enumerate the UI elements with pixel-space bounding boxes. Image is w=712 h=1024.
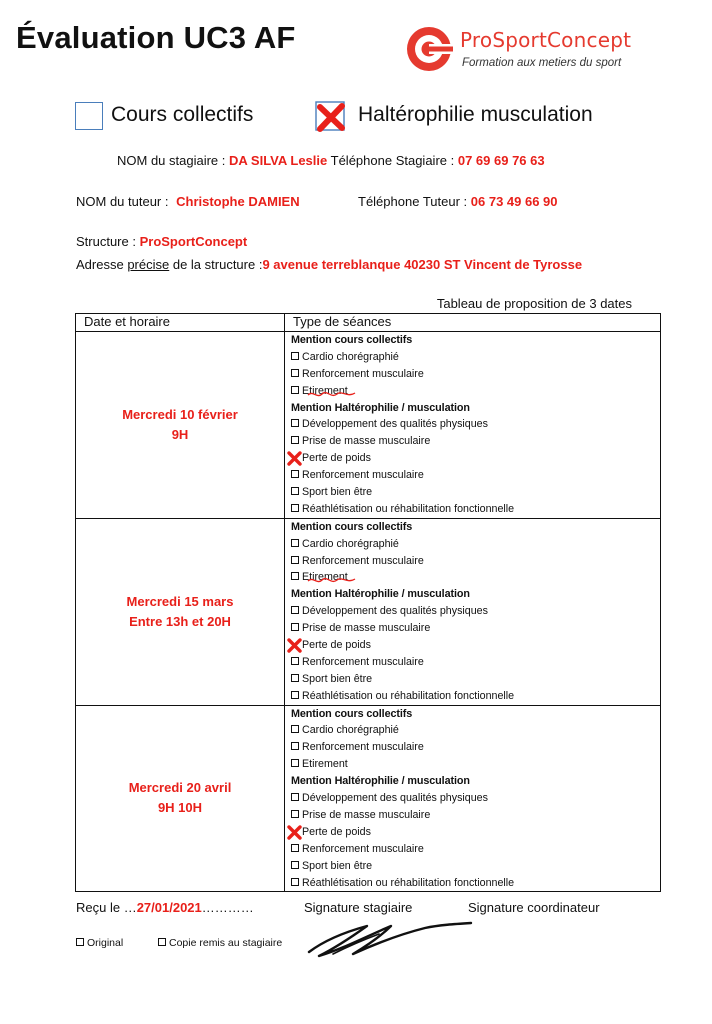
date-line: Mercredi 15 mars [126,593,234,609]
red-cross-icon [315,101,347,133]
seance-option[interactable] [291,349,660,366]
stagiaire-name-label: NOM du stagiaire : [117,153,226,168]
option-label: Etirement [302,758,348,771]
option-label: Réathlétisation ou réhabilitation fonctionnelle [302,502,515,515]
table-caption: Tableau de proposition de 3 dates [436,296,632,311]
dates-table [75,313,661,892]
handwritten-signature [305,910,475,965]
address-line [76,257,582,272]
seance-options-cell [285,332,661,519]
checkbox-icon[interactable] [291,504,299,512]
checkbox-icon[interactable] [291,793,299,801]
checkbox-icon[interactable] [291,436,299,444]
section-heading: Mention cours collectifs [291,520,413,533]
option-label: Etirement [302,384,348,397]
checkbox-icon[interactable] [291,539,299,547]
checkbox-box-checked[interactable] [316,102,344,130]
stagiaire-name: DA SILVA Leslie [229,153,328,168]
option-label: Renforcement musculaire [302,367,424,380]
original-option[interactable] [76,937,123,949]
stagiaire-line [117,153,545,168]
seance-option[interactable] [291,536,660,553]
tuteur-name-label: NOM du tuteur : [76,194,169,209]
checkbox-icon[interactable] [291,674,299,682]
option-label: Réathlétisation ou réhabilitation fonctionnelle [302,876,515,889]
seance-option[interactable] [291,858,660,875]
logo-name: ProSportConcept [460,28,632,52]
option-label: Réathlétisation ou réhabilitation fonctionnelle [302,689,515,702]
checkbox-icon[interactable] [291,810,299,818]
option-label: Prise de masse musculaire [302,808,431,821]
document-title: Évaluation UC3 AF [16,20,296,55]
checkbox-icon[interactable] [291,623,299,631]
seance-option[interactable] [291,739,660,756]
checkbox-icon[interactable] [158,938,166,946]
seance-option[interactable] [291,807,660,824]
seance-options-list [285,519,660,705]
option-label: Renforcement musculaire [302,741,424,754]
seance-option[interactable] [291,450,660,467]
tuteur-phone: 06 73 49 66 90 [470,194,558,209]
seance-option[interactable] [291,467,660,484]
option-label: Prise de masse musculaire [302,435,431,448]
section-heading: Mention cours collectifs [291,707,413,720]
table-row [76,332,661,519]
seance-options-list [285,332,660,518]
date-cell [76,518,285,705]
recu-date: 27/01/2021 [136,900,202,915]
checkbox-icon[interactable] [291,572,299,580]
stagiaire-phone-label: Téléphone Stagiaire : [330,153,455,168]
checkbox-label: Cours collectifs [111,103,254,126]
seance-option[interactable] [291,484,660,501]
checkbox-icon[interactable] [291,691,299,699]
option-label: Développement des qualités physiques [302,418,488,431]
checkbox-icon[interactable] [291,725,299,733]
seance-option[interactable] [291,841,660,858]
option-label: Cardio chorégraphié [302,724,399,737]
address-label-post: de la structure : [169,257,263,272]
red-cross-icon [287,638,303,654]
seance-option[interactable] [291,637,660,654]
address-label-underlined: précise [127,257,170,272]
tuteur-line [76,194,300,209]
copie-label: Copie remis au stagiaire [169,937,283,949]
checkbox-label: Haltérophilie musculation [358,103,593,126]
section-heading: Mention Haltérophilie / musculation [291,401,470,414]
checkbox-icon[interactable] [291,352,299,360]
tuteur-phone-line [358,194,558,209]
checkbox-icon[interactable] [291,606,299,614]
option-label: Sport bien être [302,859,373,872]
table-row [76,518,661,705]
checkbox-icon[interactable] [291,759,299,767]
table-row [76,705,661,892]
recu-line [76,900,254,915]
checkbox-icon[interactable] [291,487,299,495]
strikethrough-scribble [307,573,357,587]
checkbox-icon[interactable] [291,742,299,750]
time-line: Entre 13h et 20H [129,613,231,629]
seance-option[interactable] [291,875,660,892]
date-cell [76,332,285,519]
option-label: Perte de poids [302,825,371,838]
time-line: 9H 10H [157,800,203,816]
checkbox-icon[interactable] [291,369,299,377]
seance-options-cell [285,705,661,892]
section-heading: Mention Haltérophilie / musculation [291,588,470,601]
tuteur-phone-label: Téléphone Tuteur : [358,194,468,209]
table-body [76,332,661,892]
checkbox-icon[interactable] [291,657,299,665]
logo-tagline: Formation aux metiers du sport [462,57,622,69]
signature-stagiaire-label: Signature stagiaire [304,900,413,915]
option-label: Renforcement musculaire [302,842,424,855]
checkbox-icon[interactable] [291,470,299,478]
seance-option[interactable] [291,790,660,807]
option-label: Cardio chorégraphié [302,537,399,550]
option-label: Renforcement musculaire [302,655,424,668]
tuteur-name: Christophe DAMIEN [176,194,300,209]
checkbox-icon[interactable] [76,938,84,946]
seance-option[interactable] [291,383,660,400]
seance-option[interactable] [291,671,660,688]
time-line: 9H [171,426,189,442]
seance-option[interactable] [291,722,660,739]
red-cross-icon [287,825,303,841]
checkbox-icon[interactable] [291,419,299,427]
option-label: Perte de poids [302,452,371,465]
strikethrough-scribble [307,387,357,401]
seance-option[interactable] [291,569,660,586]
option-label: Développement des qualités physiques [302,792,488,805]
prosportconcept-logo [405,24,695,74]
option-label: Sport bien être [302,486,373,499]
checkbox-icon[interactable] [291,878,299,886]
seance-option[interactable] [291,756,660,773]
seance-option[interactable] [291,824,660,841]
header-seances: Type de séances [285,314,661,332]
option-label: Cardio chorégraphié [302,350,399,363]
seance-option[interactable] [291,688,660,705]
recu-pre: Reçu le … [76,900,137,915]
seance-options-cell [285,518,661,705]
seance-options-list [285,706,660,892]
date-line: Mercredi 20 avril [128,780,232,796]
checkbox-icon[interactable] [291,844,299,852]
checkbox-icon[interactable] [291,861,299,869]
recu-post: ………… [201,900,254,915]
seance-option[interactable] [291,366,660,383]
structure-line [76,234,247,249]
seance-option[interactable] [291,620,660,637]
seance-option[interactable] [291,416,660,433]
date-cell [76,705,285,892]
seance-option[interactable] [291,501,660,518]
structure-name: ProSportConcept [139,234,248,249]
logo-c-icon [405,24,457,74]
section-heading: Mention cours collectifs [291,334,413,346]
option-label: Prise de masse musculaire [302,622,431,635]
date-line: Mercredi 10 février [122,406,238,422]
signature-coordinateur-label: Signature coordinateur [468,900,600,915]
address-value: 9 avenue terreblanque 40230 ST Vincent de Tyrosse [262,257,583,272]
section-heading: Mention Haltérophilie / musculation [291,775,470,788]
option-label: Perte de poids [302,639,371,652]
address-label-pre: Adresse [76,257,128,272]
stagiaire-phone: 07 69 69 76 63 [457,153,545,168]
structure-label: Structure : [76,234,136,249]
header-date: Date et horaire [76,314,285,332]
checkbox-icon[interactable] [291,556,299,564]
seance-option[interactable] [291,654,660,671]
original-label: Original [87,937,124,949]
option-label: Renforcement musculaire [302,554,424,567]
checkbox-box[interactable] [75,102,103,130]
option-label: Etirement [302,571,348,584]
seance-option[interactable] [291,433,660,450]
option-label: Sport bien être [302,672,373,685]
checkbox-icon[interactable] [291,386,299,394]
seance-option[interactable] [291,603,660,620]
seance-option[interactable] [291,553,660,570]
copie-option[interactable] [158,937,282,949]
red-cross-icon [287,451,303,467]
option-label: Renforcement musculaire [302,469,424,482]
table-header-row [76,314,661,332]
option-label: Développement des qualités physiques [302,605,488,618]
